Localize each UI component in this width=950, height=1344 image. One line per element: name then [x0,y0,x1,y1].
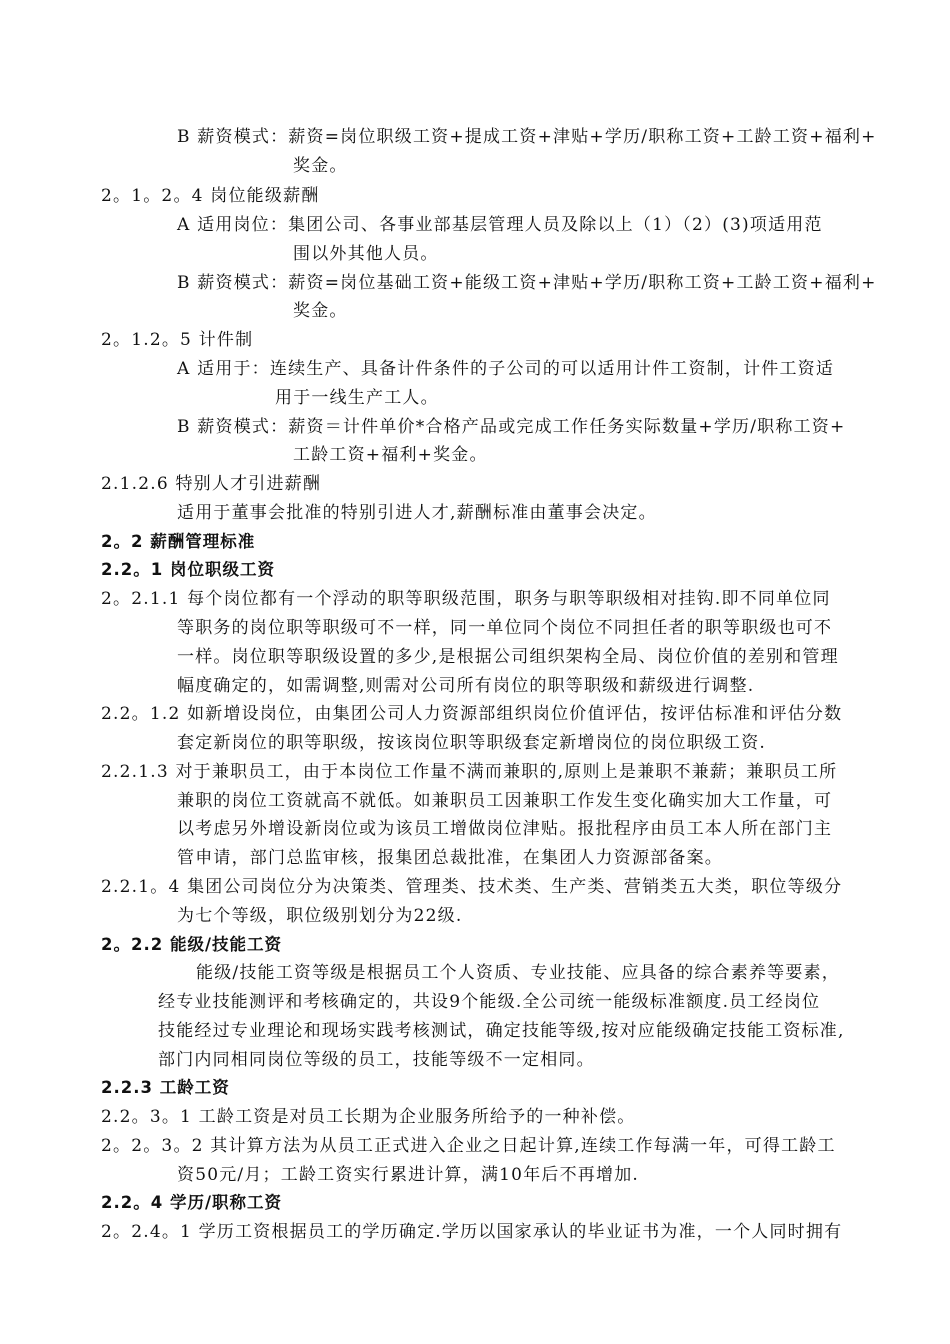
section-heading: 2.2。1 岗位职级工资 [101,560,275,579]
text-line: 2.1.2.6 特别人才引进薪酬 [101,474,322,494]
text-line: 奖金。 [293,301,348,321]
text-line: 2.2。3。1 工龄工资是对员工长期为企业服务所给予的一种补偿。 [101,1107,636,1127]
text-line: 适用于董事会批准的特别引进人才,薪酬标准由董事会决定。 [177,503,657,523]
text-line: B 薪资模式：薪资＝计件单价*合格产品或完成工作任务实际数量+学历/职称工资+ [177,417,846,437]
text-line: 兼职的岗位工资就高不就低。如兼职员工因兼职工作发生变化确实加大工作量，可 [177,791,833,811]
text-line: 用于一线生产工人。 [275,388,439,408]
text-line: 能级/技能工资等级是根据员工个人资质、专业技能、应具备的综合素养等要素， [196,963,840,983]
text-line: 2。2。3。2 其计算方法为从员工正式进入企业之日起计算,连续工作每满一年，可得工龄工 [101,1136,836,1156]
text-line: B 薪资模式：薪资=岗位基础工资+能级工资+津贴+学历/职称工资+工龄工资+福利+ [177,273,877,293]
text-line: 2。1。2。4 岗位能级薪酬 [101,186,320,206]
text-line: B 薪资模式：薪资=岗位职级工资+提成工资+津贴+学历/职称工资+工龄工资+福利+ [177,127,877,147]
text-line: 部门内同相同岗位等级的员工，技能等级不一定相同。 [158,1050,595,1070]
text-line: 以考虑另外增设新岗位或为该员工增做岗位津贴。报批程序由员工本人所在部门主 [177,819,833,839]
text-line: 2。1.2。5 计件制 [101,330,254,350]
section-heading: 2。2 薪酬管理标准 [101,532,256,551]
text-line: 套定新岗位的职等职级，按该岗位职等职级套定新增岗位的岗位职级工资. [177,733,767,753]
text-line: 为七个等级，职位级别划分为22级. [177,906,463,926]
text-line: 经专业技能测评和考核确定的，共设9个能级.全公司统一能级标准额度.员工经岗位 [158,992,821,1012]
text-line: A 适用于：连续生产、具备计件条件的子公司的可以适用计件工资制，计件工资适 [177,359,835,379]
text-line: 资50元/月；工龄工资实行累进计算，满10年后不再增加. [177,1165,639,1185]
text-line: 一样。岗位职等职级设置的多少,是根据公司组织架构全局、岗位价值的差别和管理 [177,647,839,667]
text-line: 奖金。 [293,156,348,176]
text-line: 等职务的岗位职等职级可不一样，同一单位同个岗位不同担任者的职等职级也可不 [177,618,833,638]
section-heading: 2。2.2 能级/技能工资 [101,935,282,954]
text-line: 2。2.4。1 学历工资根据员工的学历确定.学历以国家承认的毕业证书为准，一个人同时拥有 [101,1222,843,1242]
text-line: 工龄工资+福利+奖金。 [293,445,488,465]
text-line: 2.2.1.3 对于兼职员工，由于本岗位工作量不满而兼职的,原则上是兼职不兼薪；兼职员工所 [101,762,838,782]
text-line: 管申请，部门总监审核，报集团总裁批准，在集团人力资源部备案。 [177,848,723,868]
text-line: 2。2.1.1 每个岗位都有一个浮动的职等职级范围，职务与职等职级相对挂钩.即不同单位同 [101,589,831,609]
section-heading: 2.2。4 学历/职称工资 [101,1193,282,1212]
text-line: 2.2。1.2 如新增设岗位，由集团公司人力资源部组织岗位价值评估，按评估标准和评估分数 [101,704,843,724]
text-line: A 适用岗位：集团公司、各事业部基层管理人员及除以上（1）（2）(3)项适用范 [177,215,823,235]
section-heading: 2.2.3 工龄工资 [101,1078,230,1097]
text-line: 幅度确定的，如需调整,则需对公司所有岗位的职等职级和薪级进行调整. [177,676,755,696]
text-line: 2.2.1。4 集团公司岗位分为决策类、管理类、技术类、生产类、营销类五大类，职位等级分 [101,877,843,897]
text-line: 围以外其他人员。 [293,244,439,264]
text-line: 技能经过专业理论和现场实践考核测试，确定技能等级,按对应能级确定技能工资标准, [158,1021,845,1041]
